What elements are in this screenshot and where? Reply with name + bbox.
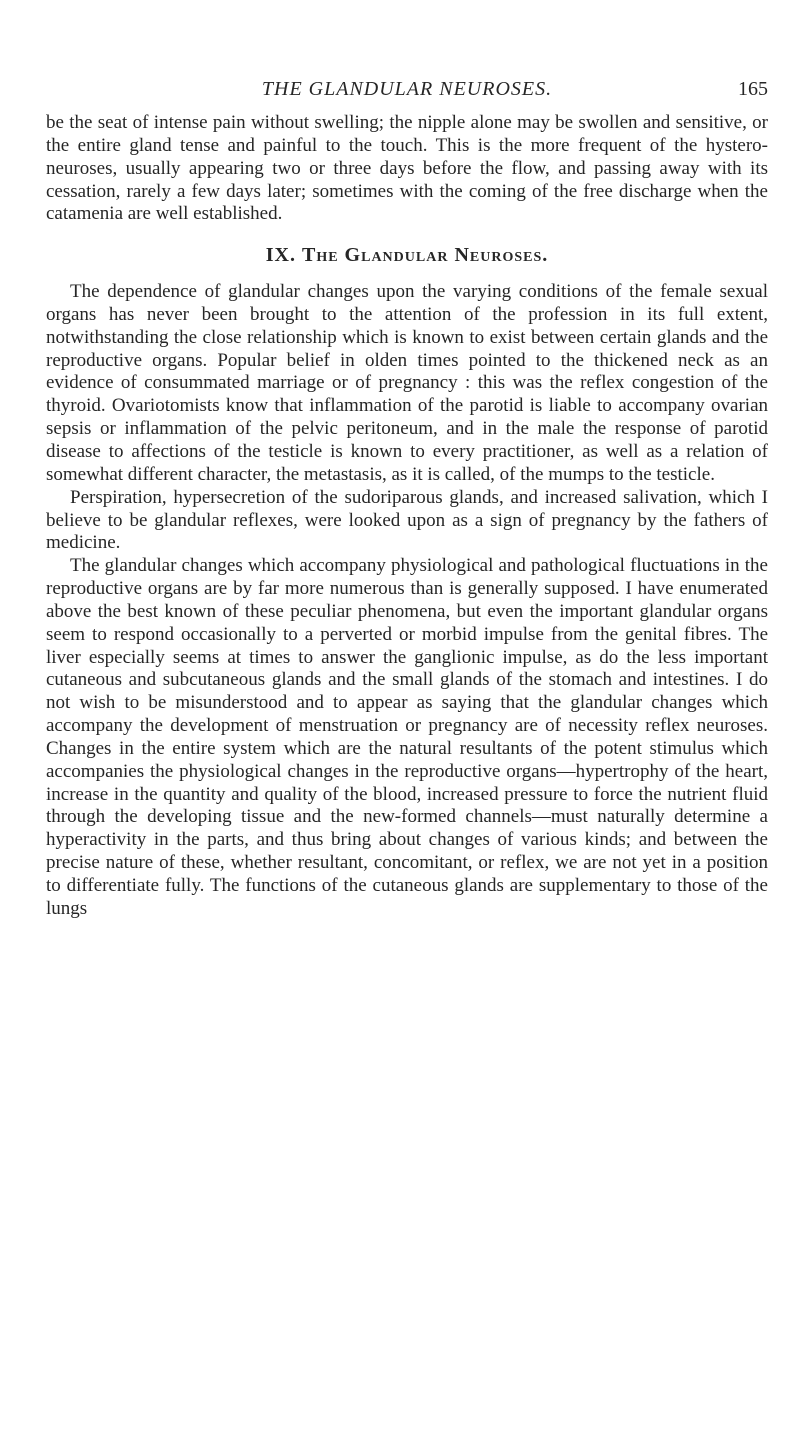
paragraph-3: The glandular changes which accompany physiological and pathological fluctuations in the reproductive organs are by far more numerous than is generally supposed. I have enumerated above the best known of these peculiar phenomena, but even the important glandular organs seem to respond occasionally to a perverted or morbid impulse from the genital fibres. The liver especially seems at times to answer the ganglionic impulse, as do the less important cutaneous and subcutaneous glands and the small glands of the stomach and intestines. I do not wish to be misunderstood and to appear as saying that the glandular changes which accompany the development of menstruation or pregnancy are of necessity reflex neuroses. Changes in the entire system which are the natural resultants of the potent stimulus which accompanies the physiological changes in the reproductive organs—hypertrophy of the heart, increase in the quantity and quality of the blood, increased pressure to force the nutrient fluid through the developing tissue and the new-formed channels—must naturally determine a hyperactivity in the parts, and thus bring about changes of various kinds; and between the precise nature of these, whether resultant, concomitant, or reflex, we are not yet in a position to differentiate fully. The functions of the cutaneous glands are supplementary to those of the lungs (46, 555, 768, 919)
section-number: IX. (265, 244, 296, 267)
body-text (46, 112, 768, 921)
continuation-paragraph: be the seat of intense pain without swelling; the nipple alone may be swollen and sensitive, or the entire gland tense and painful to the touch. This is the more frequent of the hystero-neuroses, usually appearing two or three days before the flow, and passing away with its cessation, rarely a few days later; sometimes with the coming of the free discharge when the catamenia are well established. (46, 112, 768, 225)
book-page (46, 78, 768, 921)
page-number: 165 (738, 78, 768, 100)
paragraph-2: Perspiration, hypersecretion of the sudoriparous glands, and increased salivation, which I believe to be glandular reflexes, were looked upon as a sign of pregnancy by the fathers of medicine. (46, 486, 768, 554)
section-heading (46, 244, 768, 267)
running-title: THE GLANDULAR NEUROSES. (261, 78, 553, 100)
section-title: The Glandular Neuroses. (301, 244, 549, 267)
paragraph-1: The dependence of glandular changes upon the varying conditions of the female sexual organs has never been brought to the attention of the profession in its full extent, notwithstanding the close relationship which is known to exist between certain glands and the reproductive organs. Popular belief in olden times pointed to the thickened neck as an evidence of consummated marriage or of pregnancy : this was the reflex congestion of the thyroid. Ovariotomists know that inflammation of the parotid is liable to accompany ovarian sepsis or inflammation of the pelvic peritoneum, and in the male the response of parotid disease to affections of the testicle is known to every practitioner, as well as a relation of somewhat different character, the metastasis, as it is called, of the mumps to the testicle. (46, 281, 768, 485)
running-head (46, 78, 768, 112)
